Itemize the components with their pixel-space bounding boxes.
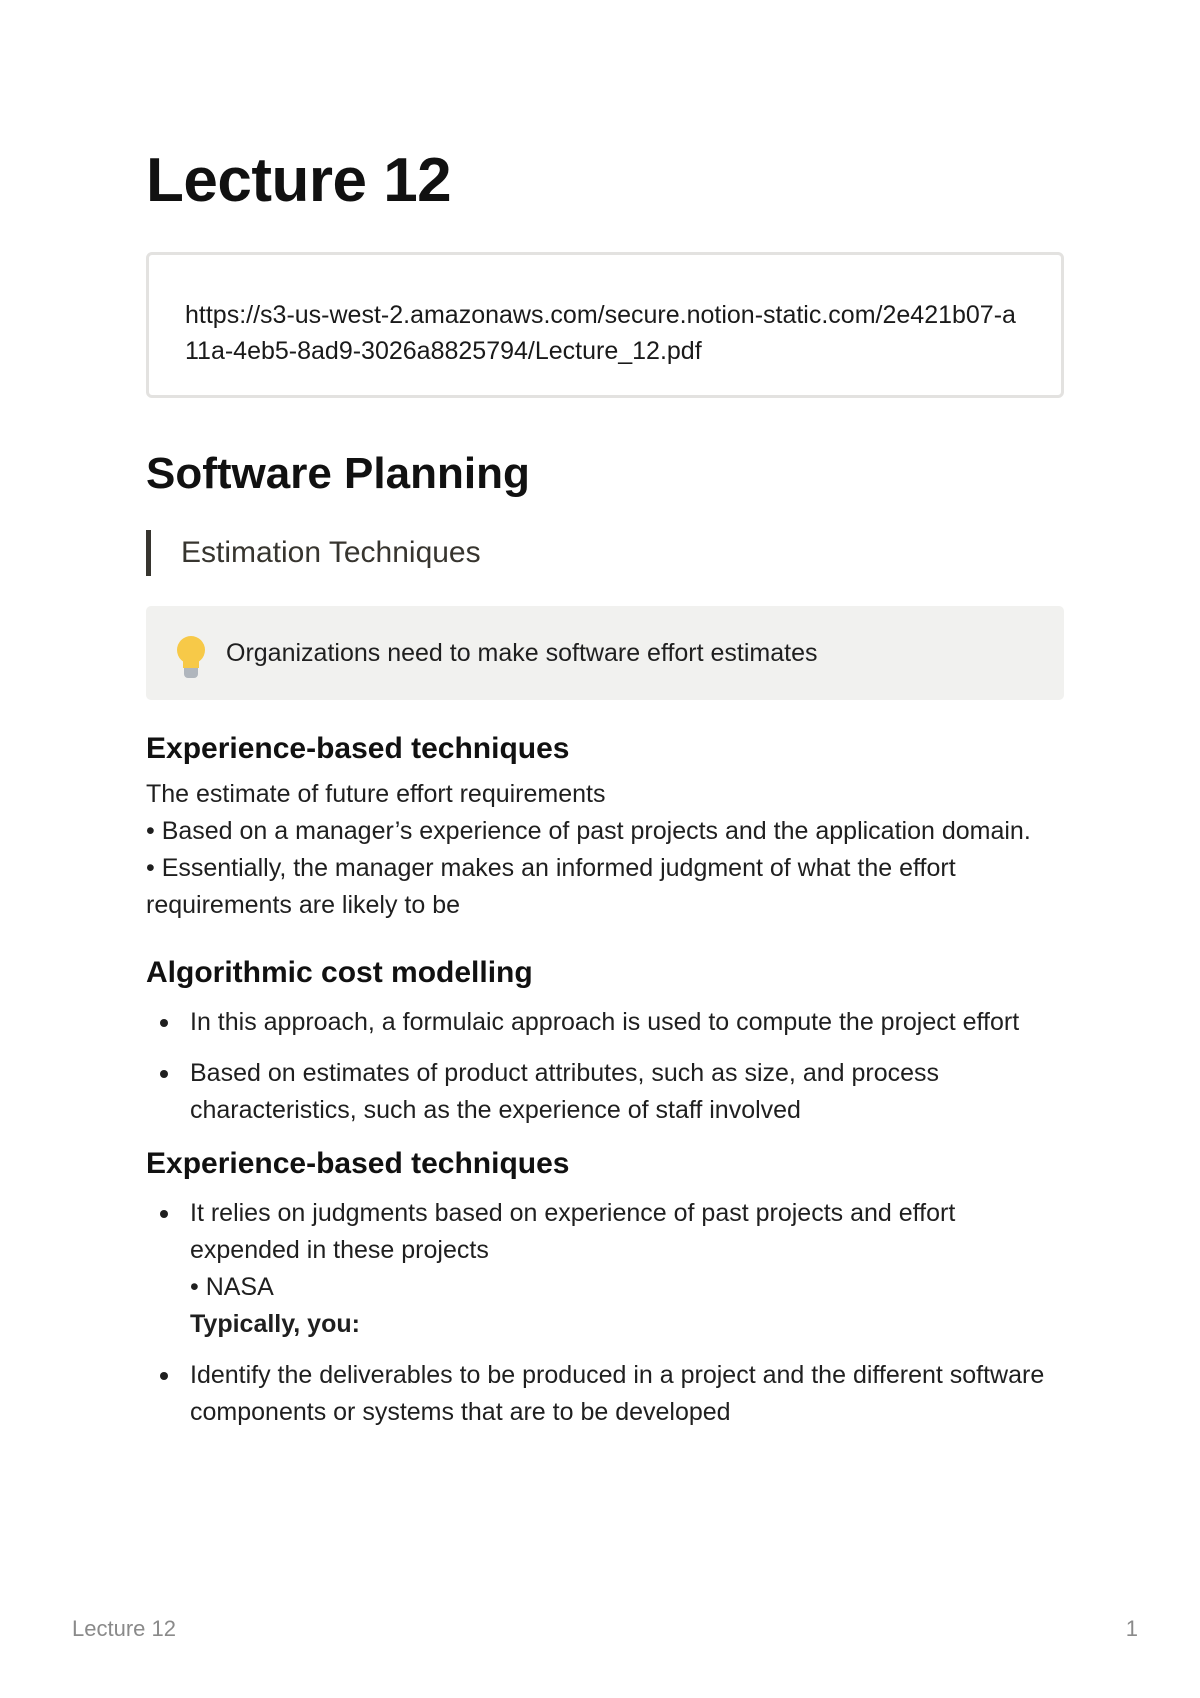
section1-heading: Experience-based techniques — [146, 732, 570, 765]
list-item — [146, 1004, 1064, 1041]
callout-block — [146, 606, 1064, 700]
page-content — [146, 138, 1064, 1445]
quote-block — [146, 530, 1064, 576]
section1-line: • Based on a manager’s experience of past projects and the application domain. — [146, 817, 1031, 845]
list-item-text: It relies on judgments based on experience of past projects and effort expended in these projects — [190, 1199, 956, 1264]
section2-heading: Algorithmic cost modelling — [146, 956, 533, 989]
list-item — [146, 1195, 1064, 1343]
section3-heading: Experience-based techniques — [146, 1147, 570, 1180]
section3-list — [146, 1195, 1064, 1431]
list-item-text: In this approach, a formulaic approach is used to compute the project effort — [190, 1008, 1020, 1036]
list-item — [146, 1055, 1064, 1129]
list-item — [146, 1357, 1064, 1431]
list-item-text: Based on estimates of product attributes, such as size, and process characteristics, such as the experience of staff involved — [190, 1059, 940, 1124]
list-item-bold-text: Typically, you: — [190, 1310, 360, 1338]
list-item-text: Identify the deliverables to be produced in a project and the different software components or systems that are to be developed — [190, 1361, 1045, 1426]
embed-link[interactable]: https://s3-us-west-2.amazonaws.com/secure.notion-static.com/2e421b07-a11a-4eb5-8ad9-3026a8825794/Lecture_12.pdf — [185, 301, 1016, 365]
list-item-subtext: • NASA — [190, 1273, 274, 1301]
callout-text: Organizations need to make software effort estimates — [226, 638, 818, 667]
quote-text: Estimation Techniques — [181, 536, 481, 569]
pdf-embed-block[interactable] — [146, 252, 1064, 398]
page-title: Lecture 12 — [146, 146, 452, 215]
section1-line: • Essentially, the manager makes an informed judgment of what the effort requirements are likely to be — [146, 854, 956, 919]
page-number: 1 — [1125, 1616, 1138, 1641]
lightbulb-icon — [174, 636, 208, 680]
section1-line: The estimate of future effort requirements — [146, 780, 606, 808]
section1-text — [146, 776, 1064, 924]
footer-title: Lecture 12 — [72, 1616, 176, 1641]
section2-list — [146, 1004, 1064, 1129]
heading-software-planning: Software Planning — [146, 449, 530, 498]
